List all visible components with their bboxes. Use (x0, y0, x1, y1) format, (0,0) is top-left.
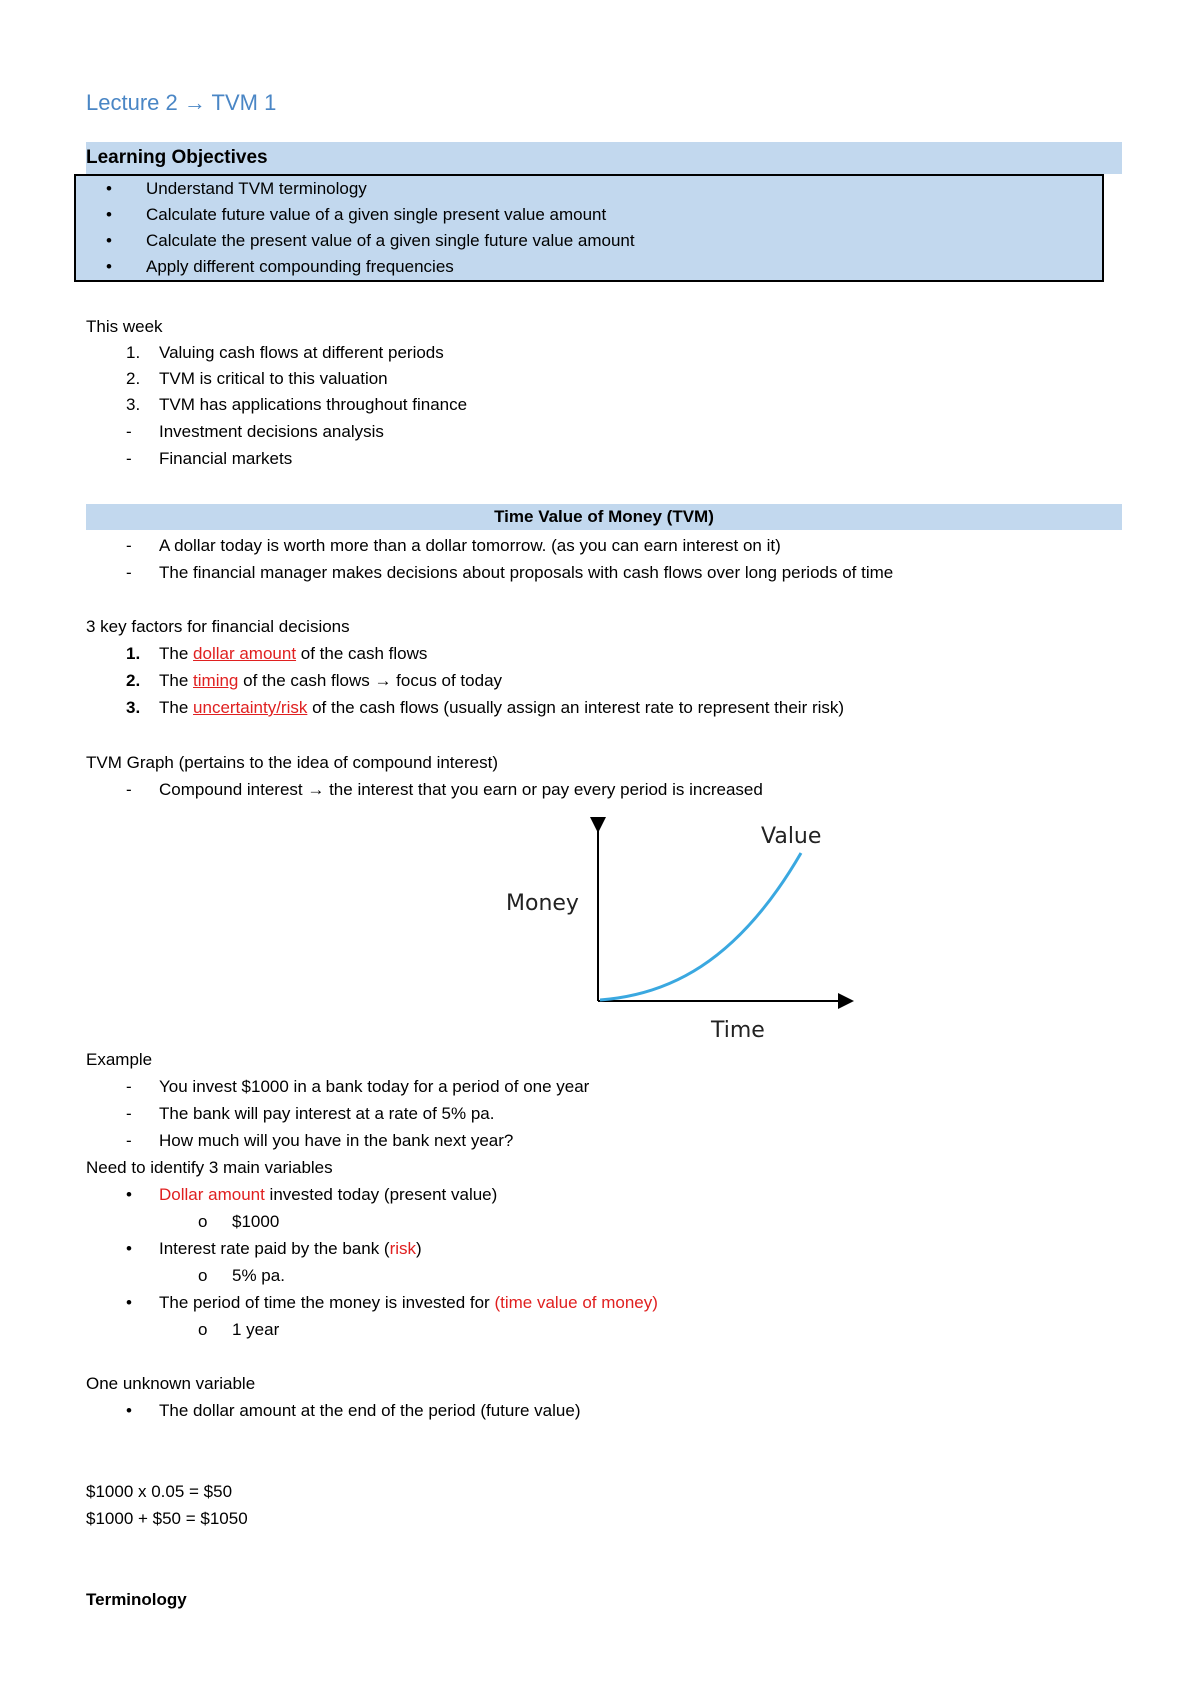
text-fragment: The period of time the money is invested for (159, 1293, 495, 1312)
list-text: The bank will pay interest at a rate of 5% pa. (159, 1104, 495, 1123)
highlight-text: risk (389, 1239, 417, 1258)
learning-objectives-header (86, 142, 1122, 174)
y-axis-label: Money (506, 891, 579, 916)
objective-item (106, 202, 607, 228)
list-number: 1. (126, 343, 141, 362)
calc-line: $1000 x 0.05 = $50 (86, 1482, 233, 1501)
text-fragment: The (159, 698, 194, 717)
text-fragment: of the cash flows (usually assign an interest rate to represent their risk) (307, 698, 845, 717)
x-axis-label: Time (711, 1018, 765, 1043)
text-fragment: The (159, 644, 194, 663)
list-item (86, 1209, 1122, 1235)
list-number: 3. (126, 698, 141, 717)
list-item (86, 366, 1086, 392)
text-fragment: ) (416, 1239, 422, 1258)
dash-marker: - (126, 1077, 132, 1096)
dash-marker: - (126, 449, 132, 468)
circle-marker: o (198, 1320, 208, 1339)
text-fragment: of the cash flows (296, 644, 428, 663)
list-text: The financial manager makes decisions about proposals with cash flows over long periods of time (159, 563, 894, 582)
tvm-section-heading: Time Value of Money (TVM) (86, 504, 1122, 530)
list-text (159, 1290, 658, 1316)
list-text (159, 695, 844, 721)
dash-marker: - (126, 563, 132, 582)
dash-marker: - (126, 1104, 132, 1123)
tvm-graph-svg (486, 815, 886, 1055)
list-text: Compound interest → the interest that you earn or pay every period is increased (159, 780, 763, 799)
circle-marker: o (198, 1212, 208, 1231)
calc-line: $1000 + $50 = $1050 (86, 1509, 248, 1528)
bullet-icon: • (106, 205, 112, 224)
text-fragment: Interest rate paid by the bank ( (159, 1239, 390, 1258)
learning-objectives-box (74, 174, 1104, 282)
bullet-icon: • (106, 179, 112, 198)
dash-marker: - (126, 536, 132, 555)
list-item (86, 392, 1086, 418)
objective-text: Calculate the present value of a given single future value amount (146, 231, 635, 250)
list-text (159, 1182, 497, 1208)
list-item (86, 668, 1122, 694)
list-number: 2. (126, 369, 141, 388)
objective-item (106, 228, 635, 254)
list-item (86, 1290, 1122, 1316)
dash-marker: - (126, 422, 132, 441)
learning-objectives-heading: Learning Objectives (86, 147, 268, 168)
key-factors-heading: 3 key factors for financial decisions (86, 617, 350, 636)
text-fragment: invested today (present value) (264, 1185, 498, 1204)
list-text (159, 1236, 422, 1262)
objective-text: Understand TVM terminology (146, 179, 367, 198)
list-item (86, 1182, 1122, 1208)
objective-text: Apply different compounding frequencies (146, 257, 454, 276)
list-text: You invest $1000 in a bank today for a period of one year (159, 1077, 590, 1096)
list-text: TVM has applications throughout finance (159, 395, 468, 414)
objective-item (106, 176, 367, 202)
highlight-text: dollar amount (193, 644, 297, 663)
list-text: 5% pa. (232, 1266, 285, 1285)
list-item (86, 560, 1122, 586)
list-item (86, 340, 1086, 366)
list-text: Financial markets (159, 449, 293, 468)
objective-item (106, 254, 454, 280)
list-item (86, 446, 1086, 472)
list-number: 2. (126, 671, 141, 690)
list-item (86, 419, 1086, 445)
list-text: How much will you have in the bank next year? (159, 1131, 514, 1150)
list-item (86, 777, 1122, 803)
curve-label: Value (761, 824, 822, 849)
dash-marker: - (126, 1131, 132, 1150)
list-number: 3. (126, 395, 141, 414)
value-curve (600, 853, 801, 1000)
text-fragment: of the cash flows → focus of today (238, 671, 503, 690)
list-item (86, 1398, 1122, 1424)
highlight-text: timing (193, 671, 239, 690)
list-text: 1 year (232, 1320, 280, 1339)
list-text (159, 641, 427, 667)
list-item (86, 1101, 1122, 1127)
bullet-icon: • (126, 1401, 132, 1420)
bullet-icon: • (106, 231, 112, 250)
page-title: Lecture 2 → TVM 1 (86, 90, 277, 115)
highlight-text: Dollar amount (159, 1185, 265, 1204)
list-text: TVM is critical to this valuation (159, 369, 388, 388)
tvm-graph (486, 815, 886, 1055)
circle-marker: o (198, 1266, 208, 1285)
list-item (86, 695, 1122, 721)
list-text: The dollar amount at the end of the period (future value) (159, 1401, 581, 1420)
variables-heading: Need to identify 3 main variables (86, 1158, 333, 1177)
bullet-icon: • (126, 1293, 132, 1312)
highlight-text: uncertainty/risk (193, 698, 308, 717)
list-number: 1. (126, 644, 141, 663)
bullet-icon: • (126, 1239, 132, 1258)
list-item (86, 1263, 1122, 1289)
objective-text: Calculate future value of a given single present value amount (146, 205, 607, 224)
list-text: Investment decisions analysis (159, 422, 384, 441)
graph-heading: TVM Graph (pertains to the idea of compound interest) (86, 753, 498, 772)
dash-marker: - (126, 780, 132, 799)
terminology-heading: Terminology (86, 1590, 187, 1609)
list-item (86, 1128, 1122, 1154)
text-fragment: The (159, 671, 194, 690)
bullet-icon: • (126, 1185, 132, 1204)
list-item (86, 1236, 1122, 1262)
list-item (86, 1317, 1122, 1343)
unknown-heading: One unknown variable (86, 1374, 256, 1393)
bullet-icon: • (106, 257, 112, 276)
list-text: A dollar today is worth more than a dollar tomorrow. (as you can earn interest on it) (159, 536, 781, 555)
list-text (159, 668, 502, 694)
list-text: $1000 (232, 1212, 280, 1231)
list-item (86, 641, 1122, 667)
list-item (86, 533, 1122, 559)
list-text: Valuing cash flows at different periods (159, 343, 444, 362)
example-heading: Example (86, 1050, 153, 1069)
this-week-heading: This week (86, 317, 163, 336)
highlight-text: (time value of money) (494, 1293, 658, 1312)
list-item (86, 1074, 1122, 1100)
